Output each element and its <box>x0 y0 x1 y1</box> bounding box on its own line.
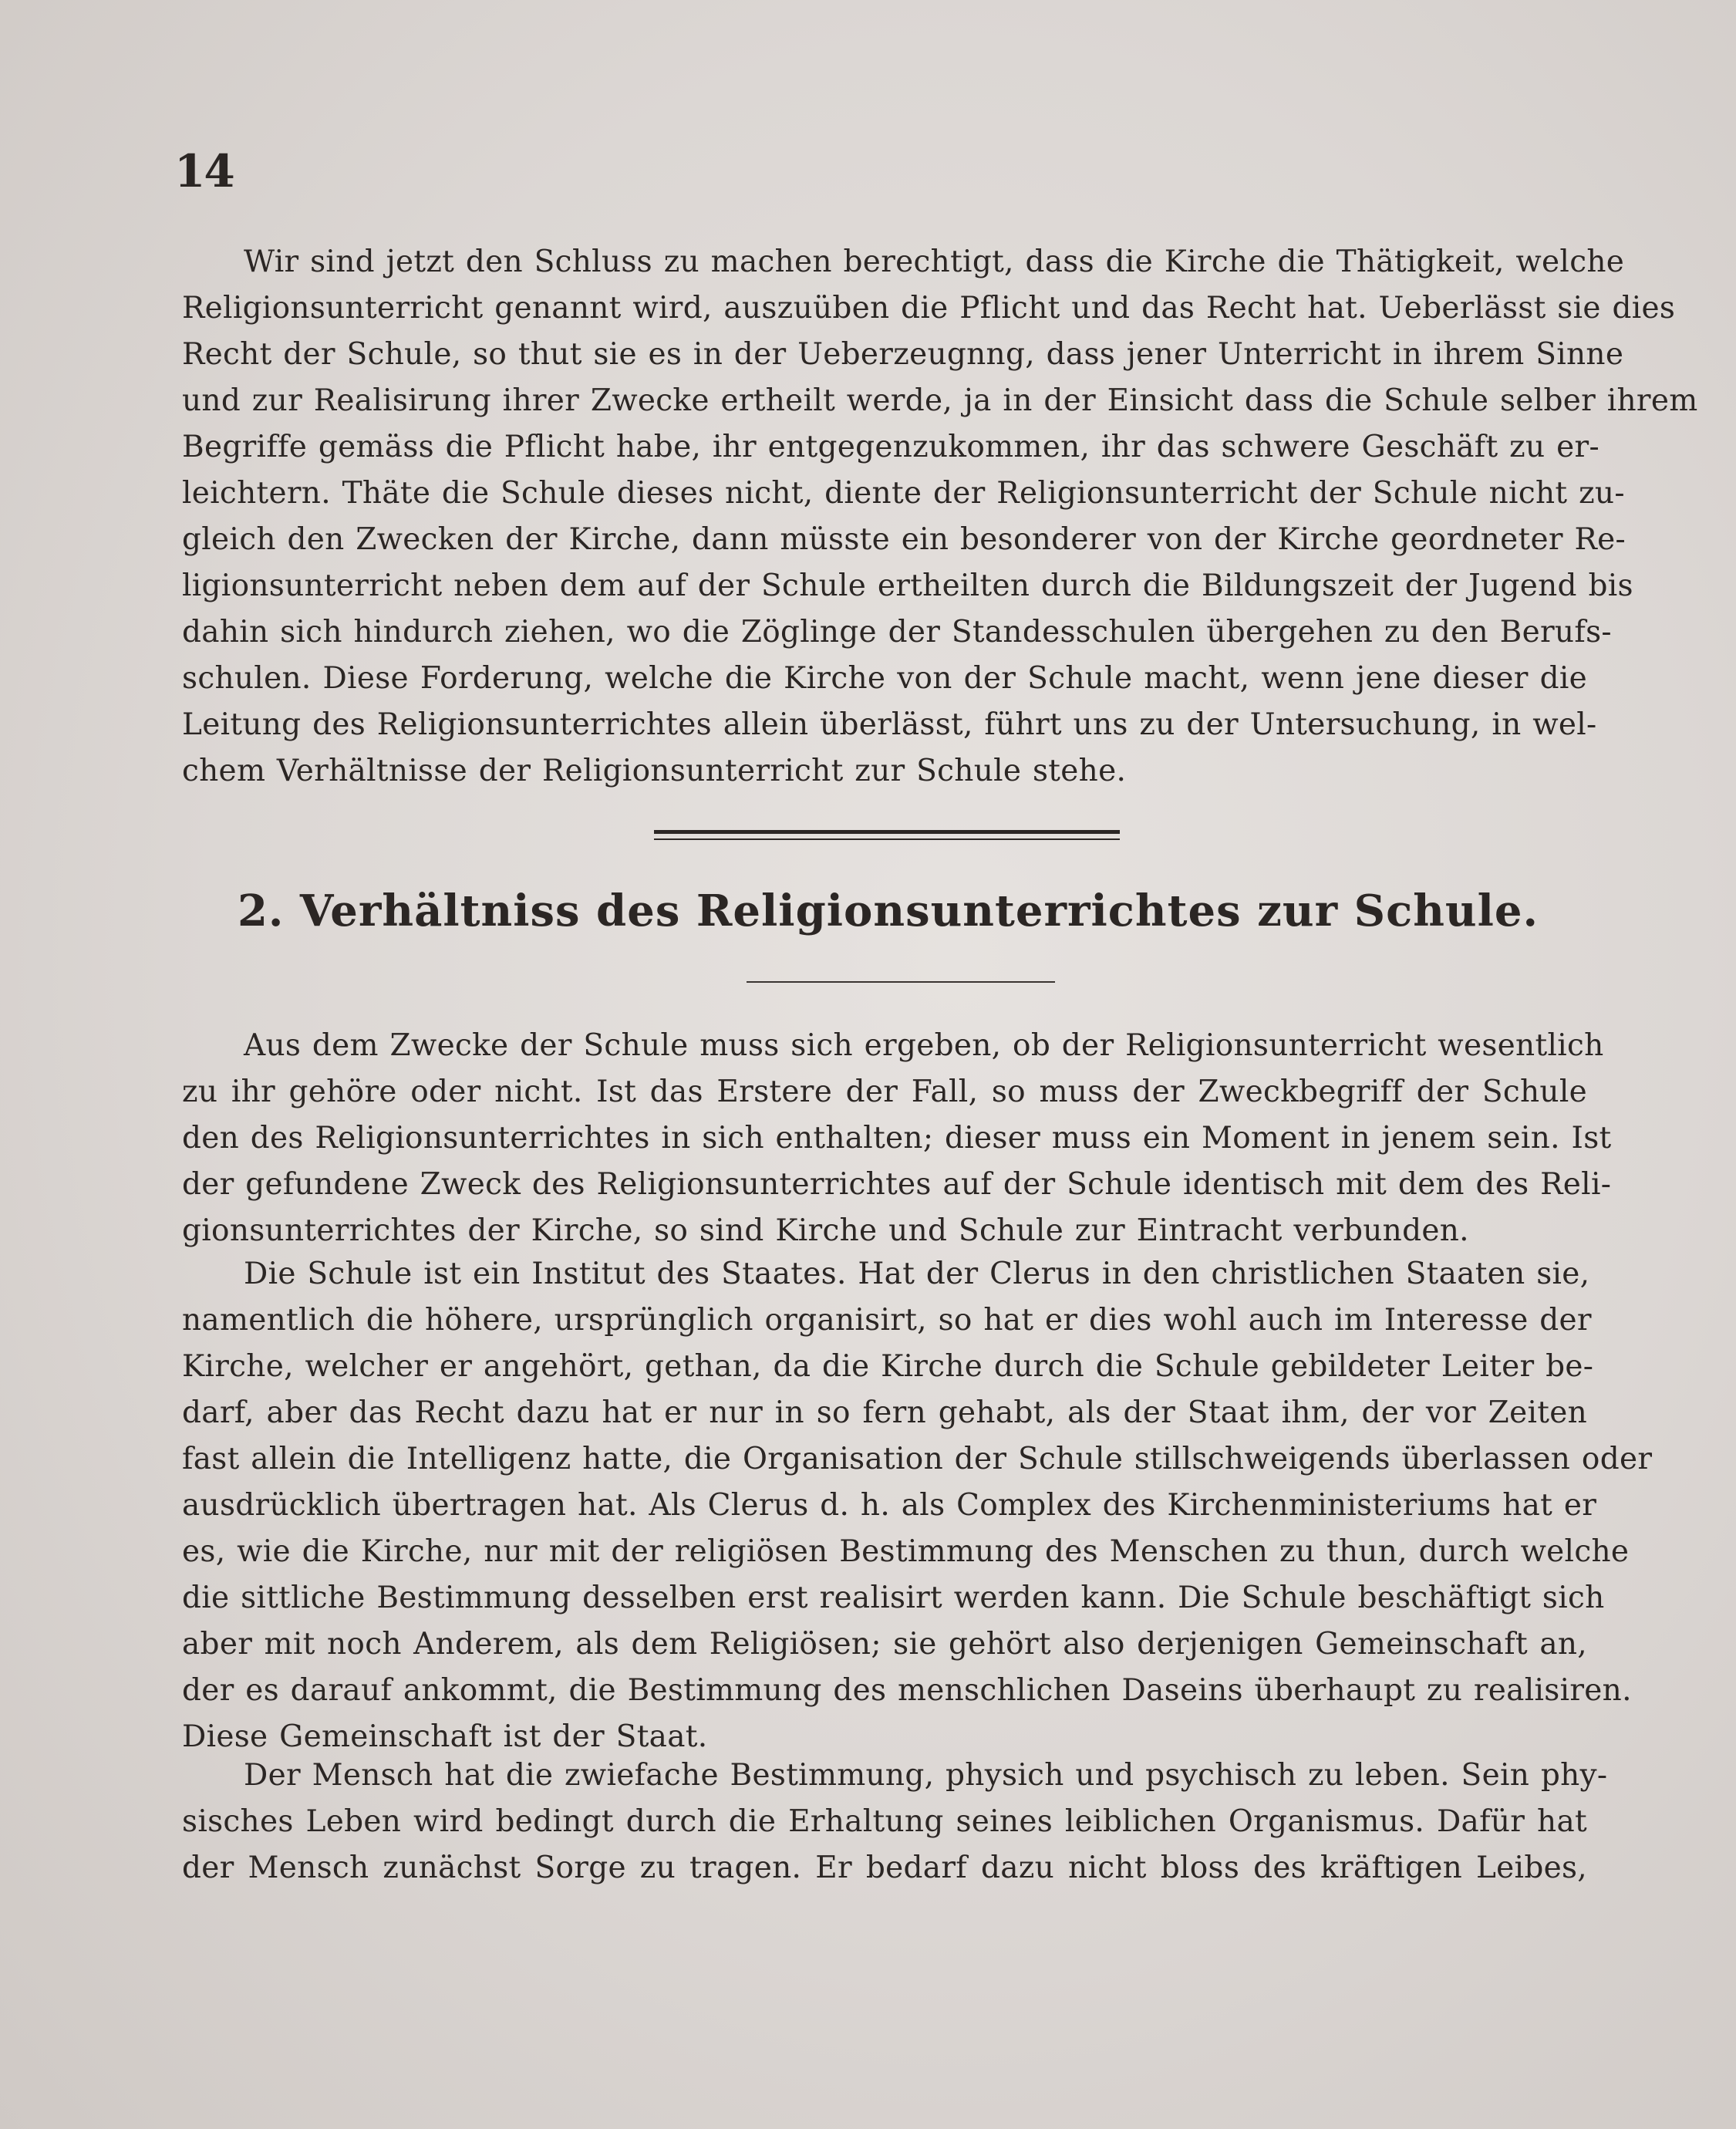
paragraph-3 <box>182 1251 1653 1760</box>
text-line: den des Religionsunterrichtes in sich enthalten; dieser muss ein Moment in jenem sein. Ist <box>182 1121 1612 1156</box>
text-line: Begriffe gemäss die Pflicht habe, ihr entgegenzukommen, ihr das schwere Geschäft zu er- <box>182 430 1599 464</box>
section-divider-double-rule <box>654 830 1120 840</box>
text-line: Kirche, welcher er angehört, gethan, da die Kirche durch die Schule gebildeter Leiter be- <box>182 1349 1594 1384</box>
text-line: und zur Realisirung ihrer Zwecke ertheilt werde, ja in der Einsicht dass die Schule selber ihrem <box>182 383 1698 418</box>
text-line: der es darauf ankommt, die Bestimmung des menschlichen Daseins überhaupt zu realisiren. <box>182 1673 1632 1708</box>
text-line: schulen. Diese Forderung, welche die Kirche von der Schule macht, wenn jene dieser die <box>182 661 1587 696</box>
text-line: die sittliche Bestimmung desselben erst realisirt werden kann. Die Schule beschäftigt sich <box>182 1581 1605 1615</box>
text-line: ausdrücklich übertragen hat. Als Clerus d. h. als Complex des Kirchenministeriums hat er <box>182 1488 1597 1523</box>
text-line: Der Mensch hat die zwiefache Bestimmung, physich und psychisch zu leben. Sein phy- <box>244 1758 1608 1793</box>
text-line: namentlich die höhere, ursprünglich organisirt, so hat er dies wohl auch im Interesse der <box>182 1303 1592 1338</box>
text-line: gleich den Zwecken der Kirche, dann müsste ein besonderer von der Kirche geordneter Re- <box>182 522 1626 557</box>
text-line: ligionsunterricht neben dem auf der Schule ertheilten durch die Bildungszeit der Jugend bis <box>182 569 1633 603</box>
text-line: Diese Gemeinschaft ist der Staat. <box>182 1719 708 1754</box>
text-line: Wir sind jetzt den Schluss zu machen berechtigt, dass die Kirche die Thätigkeit, welche <box>244 245 1625 279</box>
text-line: Aus dem Zwecke der Schule muss sich ergeben, ob der Religionsunterricht wesentlich <box>244 1028 1604 1063</box>
text-line: aber mit noch Anderem, als dem Religiösen; sie gehört also derjenigen Gemeinschaft an, <box>182 1627 1587 1662</box>
text-line: dahin sich hindurch ziehen, wo die Zöglinge der Standesschulen übergehen zu den Berufs- <box>182 615 1612 649</box>
text-line: zu ihr gehöre oder nicht. Ist das Erstere der Fall, so muss der Zweckbegriff der Schule <box>182 1075 1587 1109</box>
paragraph-2 <box>182 1023 1612 1254</box>
paragraph-1 <box>182 239 1698 795</box>
text-line: sisches Leben wird bedingt durch die Erhaltung seines leiblichen Organismus. Dafür hat <box>182 1804 1587 1839</box>
heading-underline-rule <box>747 981 1055 983</box>
text-line: Die Schule ist ein Institut des Staates. Hat der Clerus in den christlichen Staaten sie, <box>244 1257 1590 1291</box>
text-line: der Mensch zunächst Sorge zu tragen. Er bedarf dazu nicht bloss des kräftigen Leibes, <box>182 1851 1587 1885</box>
page-number: 14 <box>174 145 234 197</box>
text-line: es, wie die Kirche, nur mit der religiösen Bestimmung des Menschen zu thun, durch welche <box>182 1534 1630 1569</box>
text-line: fast allein die Intelligenz hatte, die Organisation der Schule stillschweigends überlassen oder <box>182 1442 1653 1476</box>
text-line: Leitung des Religionsunterrichtes allein überlässt, führt uns zu der Untersuchung, in wel- <box>182 707 1597 742</box>
text-line: leichtern. Thäte die Schule dieses nicht, diente der Religionsunterricht der Schule nicht zu- <box>182 476 1625 511</box>
paragraph-4 <box>182 1753 1608 1891</box>
text-line: der gefundene Zweck des Religionsunterrichtes auf der Schule identisch mit dem des Reli- <box>182 1167 1612 1202</box>
text-line: Recht der Schule, so thut sie es in der Ueberzeugnng, dass jener Unterricht in ihrem Sinne <box>182 337 1624 372</box>
text-line: gionsunterrichtes der Kirche, so sind Kirche und Schule zur Eintracht verbunden. <box>182 1213 1469 1248</box>
text-line: chem Verhältnisse der Religionsunterricht zur Schule stehe. <box>182 754 1127 788</box>
text-line: darf, aber das Recht dazu hat er nur in so fern gehabt, als der Staat ihm, der vor Zeiten <box>182 1395 1587 1430</box>
section-heading: 2. Verhältniss des Religionsunterrichtes zur Schule. <box>237 886 1539 936</box>
text-line: Religionsunterricht genannt wird, auszuüben die Pflicht und das Recht hat. Ueberlässt sie dies <box>182 291 1676 326</box>
